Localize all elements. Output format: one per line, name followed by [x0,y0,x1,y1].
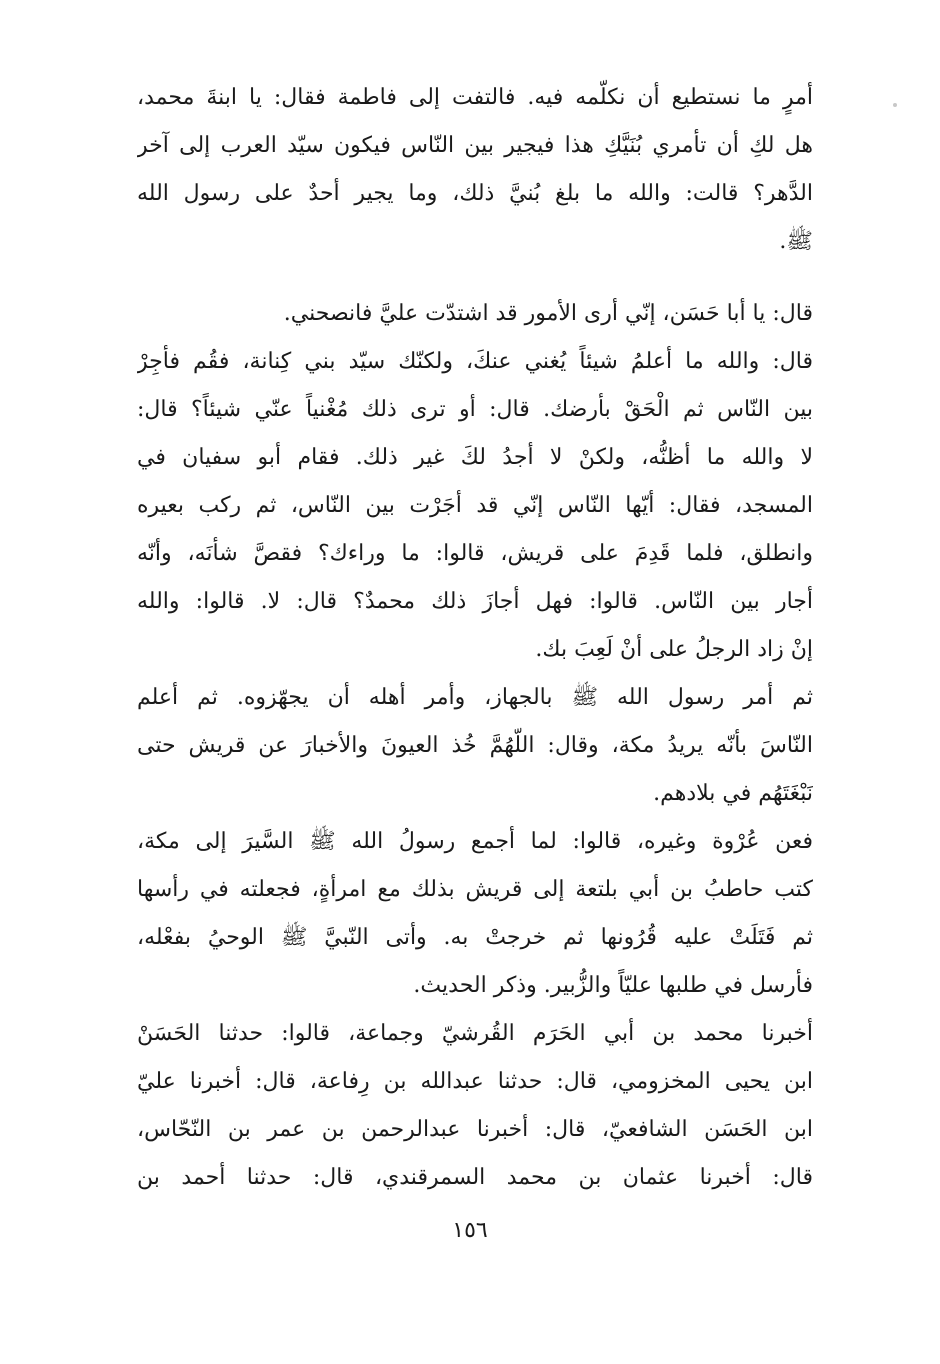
text-line: قال: يا أبا حَسَن، إنّي أرى الأمور قد اشتدّت عليَّ فانصحني. [283,301,813,326]
text-line: هل لكِ أن تأمري بُنَيَّكِ هذا فيجير بين النّاس فيكون سيّد العرب إلى آخر [137,133,813,158]
text-line: ابن الحَسَن الشافعيّ، قال: أخبرنا عبدالرحمن بن عمر بن النّحّاس، [137,1117,813,1142]
text-line: فأرسل في طلبها عليّاً والزُّبير. وذكر الحديث. [413,973,813,998]
page-body-text [137,74,813,1202]
text-line: ابن يحيى المخزومي، قال: حدثنا عبدالله بن رِفاعة، قال: أخبرنا عليّ [137,1069,813,1094]
text-line: المسجد، فقال: أيّها النّاس إنّي قد أجَرْت بين النّاس، ثم ركب بعيره [137,493,813,518]
text-line: أخبرنا محمد بن أبي الحَرَم القُرشيّ وجماعة، قالوا: حدثنا الحَسَنْ [137,1021,813,1046]
page-number: ١٥٦ [452,1218,488,1243]
text-line: أجار بين النّاس. قالوا: فهل أجازَ ذلك محمدٌ؟ قال: لا. قالوا: والله [137,589,813,614]
text-line: فعن عُرْوة وغيره، قالوا: لما أجمع رسولُ الله ﷺ السَّيرَ إلى مكة، [137,829,813,854]
text-line: لا والله ما أظنُّه، ولكنْ لا أجدُ لكَ غير ذلك. فقام أبو سفيان في [137,445,813,470]
text-line: ثم أمر رسول الله ﷺ بالجهاز، وأمر أهله أن يجهّزوه. ثم أعلم [137,685,813,710]
text-line: النّاسَ بأنّه يريدُ مكة، وقال: اللّهُمَّ خُذ العيونَ والأخبارَ عن قريش حتى [137,733,813,758]
text-line: قال: أخبرنا عثمان بن محمد السمرقندي، قال: حدثنا أحمد بن [137,1165,813,1190]
text-line: نَبْغَتَهُم في بلادهم. [653,781,813,806]
text-line: الدَّهر؟ قالت: والله ما بلغ بُنيَّ ذلك، وما يجير أحدٌ على رسول الله [137,181,813,206]
text-line: ﷺ. [779,229,813,254]
text-line: وانطلق، فلما قَدِمَ على قريش، قالوا: ما وراءك؟ فقصَّ شأنَه، وأنّه [137,541,813,566]
text-line: ثم فَتَلَتْ عليه قُرُونها ثم خرجتْ به. وأتى النّبيَّ ﷺ الوحيُ بفعْله، [137,925,813,950]
text-line: قال: والله ما أعلمُ شيئاً يُغني عنكَ، ولكنّك سيّد بني كِنانة، فقُم فأجِرْ [137,349,813,374]
text-line: أمرٍ ما نستطيع أن نكلّمه فيه. فالتفت إلى فاطمة فقال: يا ابنةَ محمد، [137,85,813,110]
text-line: بين النّاس ثم الْحَقْ بأرضك. قال: أو ترى ذلك مُغْنياً عنّي شيئاً؟ قال: [137,397,813,422]
margin-mark [893,103,897,107]
text-line: كتب حاطبُ بن أبي بلتعة إلى قريش بذلك مع امرأةٍ، فجعلته في رأسها [137,877,813,902]
text-line: إنْ زاد الرجلُ على أنْ لَعِبَ بك. [535,637,813,662]
